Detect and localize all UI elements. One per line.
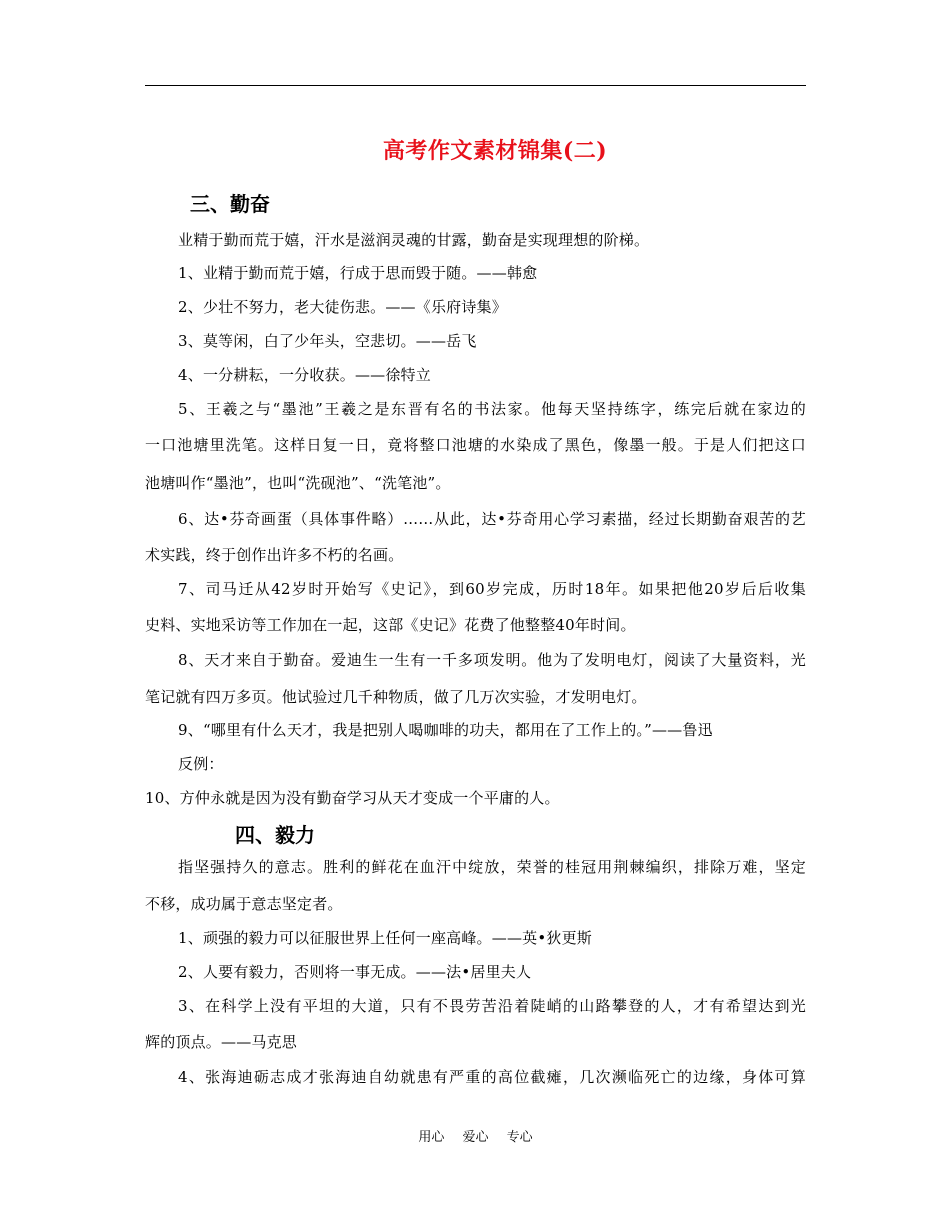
paragraph-line: 不移，成功属于意志坚定者。	[145, 895, 343, 913]
paragraph-line: 指坚强持久的意志。胜利的鲜花在血汗中绽放，荣誉的桂冠用荆棘编织，排除万难，坚定	[178, 858, 806, 876]
example-line: 6、达•芬奇画蛋（具体事件略）……从此，达•芬奇用心学习素描，经过长期勤奋艰苦的艺	[178, 510, 806, 528]
paragraph-line: 业精于勤而荒于嬉，汗水是滋润灵魂的甘露，勤奋是实现理想的阶梯。	[178, 231, 650, 249]
quote-item: 3、莫等闲，白了少年头，空悲切。——岳飞	[178, 332, 477, 350]
quote-item: 1、顽强的毅力可以征服世界上任何一座高峰。——英•狄更斯	[178, 929, 592, 947]
document-title: 高考作文素材锦集(二)	[382, 138, 608, 164]
example-line: 7、司马迁从42岁时开始写《史记》，到60岁完成，历时18年。如果把他20岁后后收集	[178, 580, 806, 598]
quote-item: 3、在科学上没有平坦的大道，只有不畏劳苦沿着陡峭的山路攀登的人，才有希望达到光	[178, 997, 806, 1015]
section-heading-perseverance: 四、毅力	[235, 823, 315, 847]
example-line: 4、张海迪砺志成才张海迪自幼就患有严重的高位截瘫，几次濒临死亡的边缘，身体可算	[178, 1068, 806, 1086]
quote-item: 2、少壮不努力，老大徒伤悲。——《乐府诗集》	[178, 298, 507, 316]
quote-item: 2、人要有毅力，否则将一事无成。——法•居里夫人	[178, 963, 532, 981]
counterexample-line: 10、方仲永就是因为没有勤奋学习从天才变成一个平庸的人。	[145, 789, 560, 807]
section-heading-diligence: 三、勤奋	[190, 192, 270, 216]
quote-item: 9、“哪里有什么天才，我是把别人喝咖啡的功夫，都用在了工作上的。”——鲁迅	[178, 721, 713, 739]
quote-item: 辉的顶点。——马克思	[145, 1033, 298, 1051]
example-line: 8、天才来自于勤奋。爱迪生一生有一千多项发明。他为了发明电灯，阅读了大量资料，光	[178, 651, 806, 669]
example-line: 池塘叫作“墨池”，也叫“洗砚池”、“洗笔池”。	[145, 474, 451, 492]
example-line: 笔记就有四万多页。他试验过几千种物质，做了几万次实验，才发明电灯。	[145, 688, 647, 706]
quote-item: 1、业精于勤而荒于嬉，行成于思而毁于随。——韩愈	[178, 264, 538, 282]
example-line: 一口池塘里洗笔。这样日复一日，竟将整口池塘的水染成了黑色，像墨一般。于是人们把这口	[145, 436, 806, 454]
page-footer: 用心 爱心 专心	[418, 1130, 533, 1145]
example-line: 5、王羲之与“墨池”王羲之是东晋有名的书法家。他每天坚持练字，练完后就在家边的	[178, 400, 806, 418]
header-rule	[145, 85, 806, 86]
example-line: 术实践，终于创作出许多不朽的名画。	[145, 546, 404, 564]
example-line: 史料、实地采访等工作加在一起，这部《史记》花费了他整整40年时间。	[145, 616, 636, 634]
quote-item: 4、一分耕耘，一分收获。——徐特立	[178, 366, 431, 384]
counterexample-label: 反例：	[178, 755, 224, 773]
